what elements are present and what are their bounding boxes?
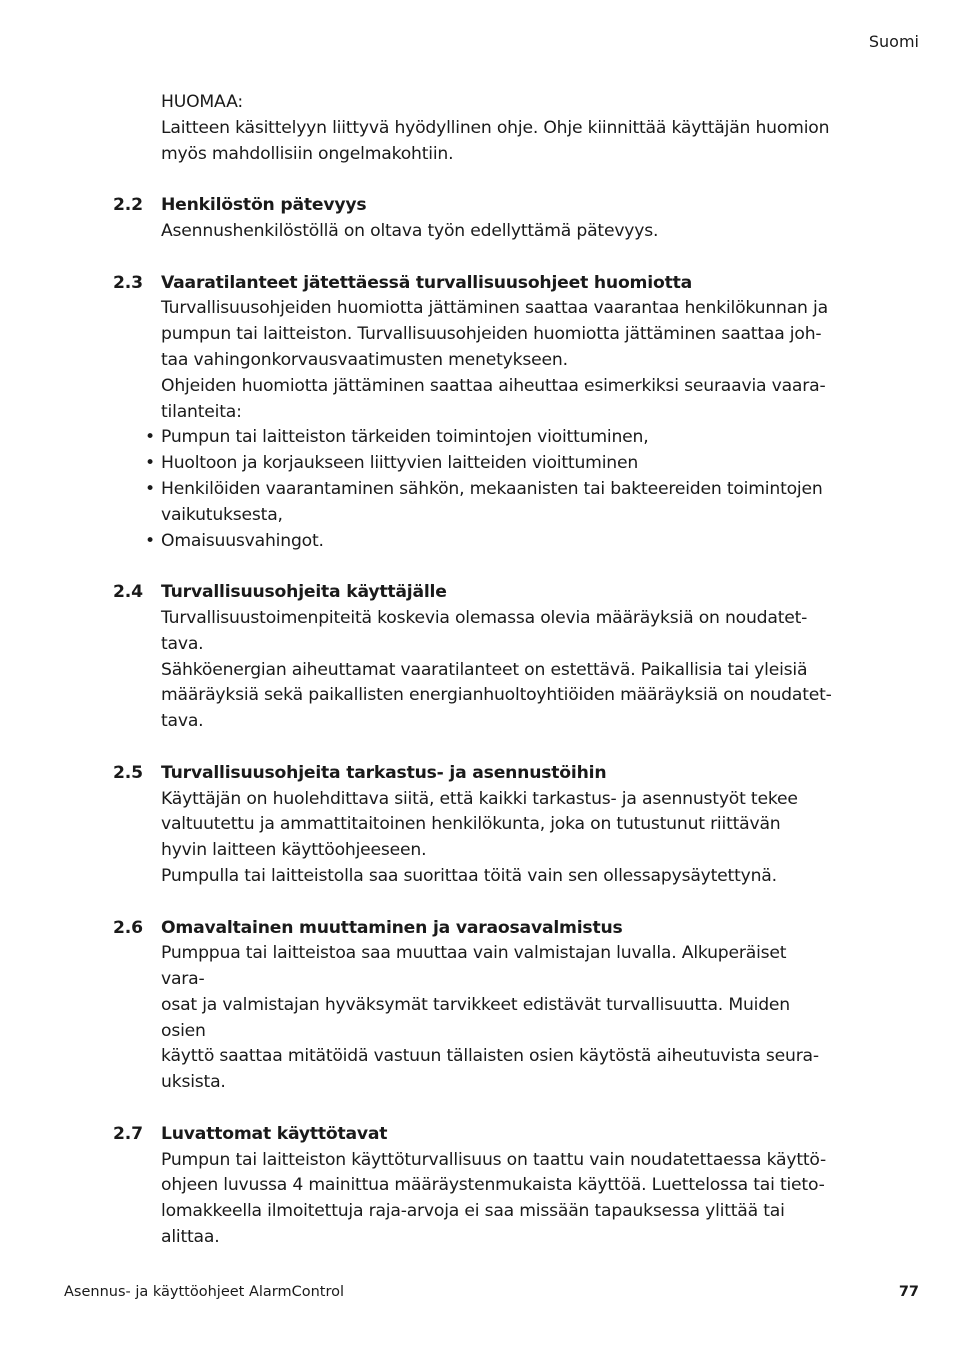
section-2-7 [113,1122,833,1251]
paragraph-line: määräyksiä sekä paikallisten energianhuoltoyhtiöiden määräyksiä on noudatet- [161,685,832,706]
section-heading [113,193,833,219]
paragraph-line: tilanteita: [161,401,242,422]
section-number: 2.4 [113,582,143,603]
note-line: Laitteen käsittelyyn liittyvä hyödyllinen ohje. Ohje kiinnittää käyttäjän huomion [161,117,830,138]
section-body [161,1148,833,1251]
language-label: Suomi [868,32,919,51]
section-title: Turvallisuusohjeita käyttäjälle [161,582,447,603]
section-2-5 [113,761,833,890]
note-block [161,90,833,167]
section-body [161,787,833,890]
list-item-text: • Henkilöiden vaarantaminen sähkön, mekaanisten tai bakteereiden toimintojen [161,478,823,499]
section-body [161,219,833,245]
paragraph-line: käyttö saattaa mitätöidä vastuun tällaisten osien käytöstä aiheutuvista seura- [161,1046,819,1067]
list-item [113,477,833,529]
paragraph-line: valtuutettu ja ammattitaitoinen henkilökunta, joka on tutustunut riittävän [161,814,781,835]
paragraph-line: osat ja valmistajan hyväksymät tarvikkeet edistävät turvallisuutta. Muiden osien [161,994,790,1041]
section-heading [113,1122,833,1148]
paragraph-line: Pumppua tai laitteistoa saa muuttaa vain valmistajan luvalla. Alkuperäiset vara- [161,943,787,990]
list-item-text: Pumpun tai laitteiston tärkeiden toimintojen vioittuminen, [161,427,649,448]
section-heading [113,580,833,606]
section-heading [113,916,833,942]
paragraph-line: tava. [161,711,204,732]
section-title: Luvattomat käyttötavat [161,1123,388,1144]
paragraph-line: tava. [161,633,204,654]
paragraph-line: Pumpun tai laitteiston käyttöturvallisuus on taattu vain noudatettaessa käyttö- [161,1149,827,1170]
paragraph-line: pumpun tai laitteiston. Turvallisuusohjeiden huomiotta jättäminen saattaa joh- [161,324,822,345]
section-heading [113,271,833,297]
list-item [113,529,833,555]
paragraph-line: Asennushenkilöstöllä on oltava työn edellyttämä pätevyys. [161,220,659,241]
paragraph-line: Turvallisuusohjeiden huomiotta jättäminen saattaa vaarantaa henkilökunnan ja [161,298,828,319]
list-item-text: Omaisuusvahingot. [161,530,324,551]
hazard-list [113,425,833,554]
paragraph-line: lomakkeella ilmoitettuja raja-arvoja ei saa missään tapauksessa ylittää tai [161,1201,785,1222]
paragraph-line: ohjeen luvussa 4 mainittua määräystenmukaista käyttöä. Luettelossa tai tieto- [161,1175,825,1196]
paragraph-line: alittaa. [161,1227,220,1248]
page-content [113,90,833,1251]
list-item [113,425,833,451]
section-number: 2.6 [113,917,143,938]
section-2-4 [113,580,833,735]
section-2-2 [113,193,833,245]
paragraph-line: taa vahingonkorvausvaatimusten menetykseen. [161,349,568,370]
section-2-3 [113,271,833,555]
list-item-text: vaikutuksesta, [161,504,283,525]
footer-page-number: 77 [898,1284,919,1300]
section-number: 2.2 [113,195,143,216]
list-item-text: Huoltoon ja korjaukseen liittyvien laitteiden vioittuminen [161,453,639,474]
paragraph-line: hyvin laitteen käyttöohjeeseen. [161,840,427,861]
paragraph-line: Pumpulla tai laitteistolla saa suorittaa töitä vain sen ollessapysäytettynä. [161,865,777,886]
section-body [161,606,833,735]
section-title: Turvallisuusohjeita tarkastus- ja asennustöihin [161,762,607,783]
section-title: Omavaltainen muuttaminen ja varaosavalmistus [161,917,623,938]
paragraph-line: Sähköenergian aiheuttamat vaaratilanteet on estettävä. Paikallisia tai yleisiä [161,659,808,680]
footer-document-title: Asennus- ja käyttöohjeet AlarmControl [64,1284,345,1300]
paragraph-line: Käyttäjän on huolehdittava siitä, että kaikki tarkastus- ja asennustyöt tekee [161,788,798,809]
section-number: 2.5 [113,762,143,783]
note-label: HUOMAA: [161,92,243,112]
paragraph-line: uksista. [161,1072,226,1093]
section-number: 2.7 [113,1123,143,1144]
section-title: Henkilöstön pätevyys [161,195,367,216]
paragraph-line: Ohjeiden huomiotta jättäminen saattaa aiheuttaa esimerkiksi seuraavia vaara- [161,375,826,396]
section-title: Vaaratilanteet jätettäessä turvallisuusohjeet huomiotta [161,272,692,293]
paragraph-line: Turvallisuustoimenpiteitä koskevia olemassa olevia määräyksiä on noudatet- [161,607,808,628]
section-2-6 [113,916,833,1097]
section-body [161,941,833,1096]
note-line: myös mahdollisiin ongelmakohtiin. [161,143,454,164]
section-heading [113,761,833,787]
list-item [113,451,833,477]
section-number: 2.3 [113,272,143,293]
section-body [161,296,833,425]
